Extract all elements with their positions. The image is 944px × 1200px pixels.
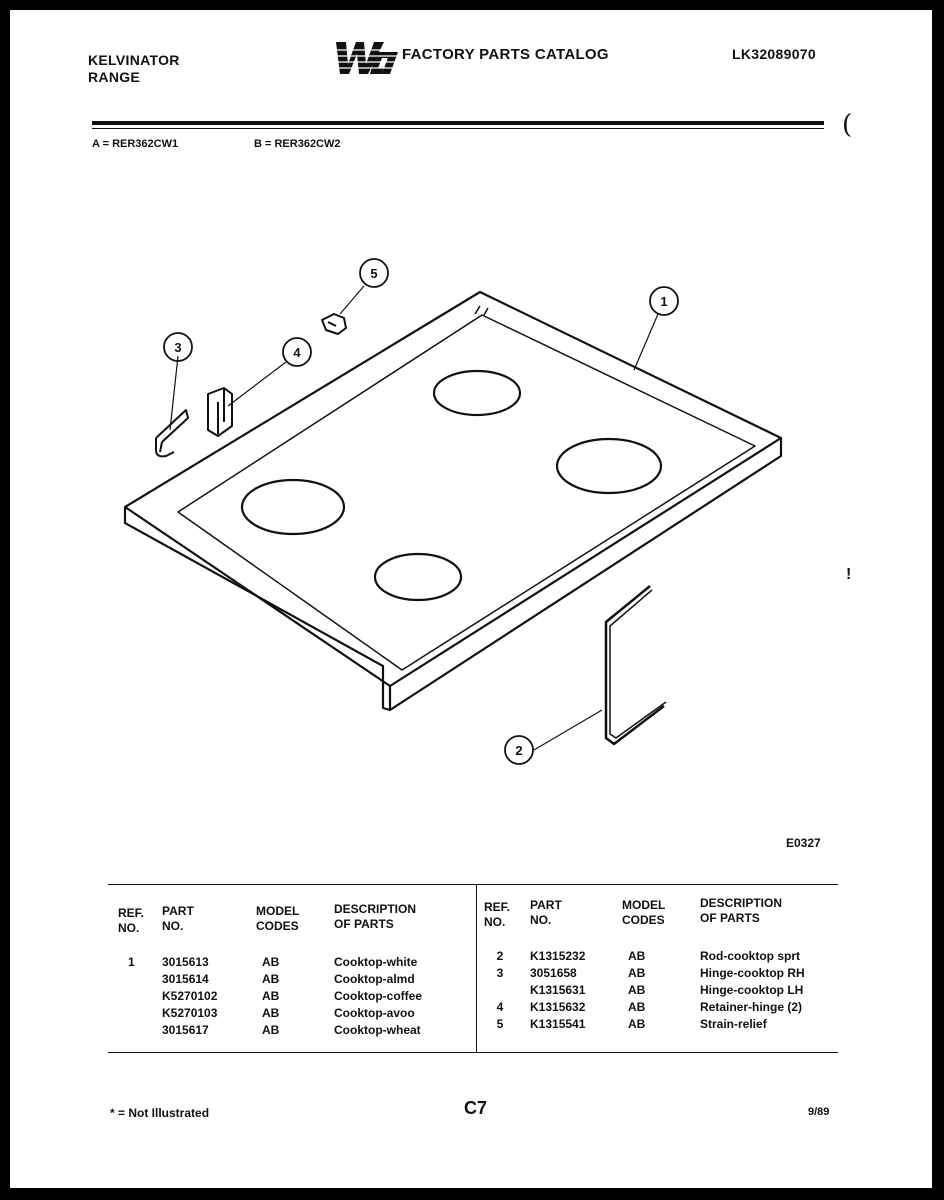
table-cell: K5270103 [162, 1006, 218, 1020]
table-cell: K1315232 [530, 949, 586, 963]
table-cell: AB [628, 966, 646, 980]
table-cell: Strain-relief [700, 1017, 767, 1031]
table-cell: 5 [496, 1017, 504, 1031]
left-col-ref [128, 954, 135, 971]
margin-mark: ( [842, 110, 853, 140]
right-col-desc [700, 948, 805, 1033]
callout-4: 4 [293, 345, 301, 360]
table-cell: 3015617 [162, 1023, 209, 1037]
table-cell: Retainer-hinge (2) [700, 1000, 803, 1014]
cooktop-panel [125, 292, 781, 686]
table-cell: 3015614 [162, 972, 209, 986]
table-cell: AB [262, 955, 280, 969]
header-ref-left: REF. NO. [118, 906, 145, 935]
table-cell [494, 982, 506, 999]
revision-date: 9/89 [808, 1106, 830, 1118]
burner-opening-rear [434, 371, 520, 415]
burner-opening-left-front [242, 480, 344, 534]
table-cell: Cooktop-coffee [334, 989, 422, 1003]
table-cell: K5270102 [162, 989, 218, 1003]
table-cell: Cooktop-almd [334, 972, 415, 986]
table-cell: AB [628, 1017, 646, 1031]
header-part-left: PART NO. [162, 904, 194, 933]
burner-opening-right-rear [557, 439, 661, 493]
table-cell: K1315632 [530, 1000, 586, 1014]
table-bottom-rule [108, 1052, 838, 1053]
margin-speck: ! [846, 566, 852, 583]
product-type: RANGE [88, 69, 141, 85]
cooktop-front-edge [125, 507, 390, 710]
table-cell: Cooktop-wheat [334, 1023, 421, 1037]
hinge-retainer [208, 388, 232, 436]
table-cell: Hinge-cooktop LH [700, 983, 804, 997]
table-cell: Hinge-cooktop RH [700, 966, 805, 980]
right-col-codes [628, 948, 645, 1033]
table-divider [476, 884, 477, 1052]
model-a: A = RER362CW1 [92, 138, 179, 150]
right-col-part [530, 948, 585, 1033]
table-cell: AB [628, 983, 646, 997]
table-cell: AB [262, 972, 280, 986]
table-cell: 1 [128, 955, 135, 969]
table-cell: Rod-cooktop sprt [700, 949, 800, 963]
callout-3: 3 [174, 340, 182, 355]
header-model-left: MODEL CODES [256, 904, 300, 933]
left-col-part [162, 954, 217, 1039]
table-cell: AB [628, 1000, 646, 1014]
cooktop-exploded-diagram [10, 10, 932, 830]
table-cell: AB [628, 949, 646, 963]
strain-relief [322, 314, 346, 334]
table-cell: 3015613 [162, 955, 209, 969]
header-ref-right: REF. NO. [484, 900, 511, 929]
left-col-codes [262, 954, 279, 1039]
table-cell: 2 [496, 949, 504, 963]
brand-name: KELVINATOR [88, 52, 180, 68]
table-top-rule [108, 884, 838, 885]
table-cell: Cooktop-white [334, 955, 418, 969]
document-number: LK32089070 [732, 46, 816, 62]
header-part-right: PART NO. [530, 898, 562, 927]
table-cell: AB [262, 1023, 280, 1037]
table-cell: K1315631 [530, 983, 586, 997]
callout-1: 1 [660, 294, 668, 309]
table-cell: K1315541 [530, 1017, 586, 1031]
callout-2: 2 [515, 743, 523, 758]
not-illustrated-note: * = Not Illustrated [110, 1106, 210, 1120]
figure-code: E0327 [786, 836, 821, 850]
table-cell: 3 [496, 966, 504, 980]
header-desc-left: DESCRIPTION OF PARTS [334, 902, 417, 931]
catalog-page [10, 10, 932, 1188]
cooktop-support-rod [606, 586, 664, 744]
table-cell: AB [262, 1006, 280, 1020]
table-cell: AB [262, 989, 280, 1003]
model-b: B = RER362CW2 [254, 138, 341, 150]
table-cell: 3051658 [530, 966, 577, 980]
catalog-title: FACTORY PARTS CATALOG [402, 46, 609, 63]
header-desc-right: DESCRIPTION OF PARTS [700, 896, 783, 925]
table-cell: 4 [496, 1000, 504, 1014]
page-number: C7 [464, 1098, 488, 1118]
callout-5: 5 [370, 266, 378, 281]
burner-opening-front [375, 554, 461, 600]
left-col-desc [334, 954, 422, 1039]
right-col-ref [494, 948, 506, 1033]
header-model-right: MODEL CODES [622, 898, 666, 927]
table-cell: Cooktop-avoo [334, 1006, 415, 1020]
